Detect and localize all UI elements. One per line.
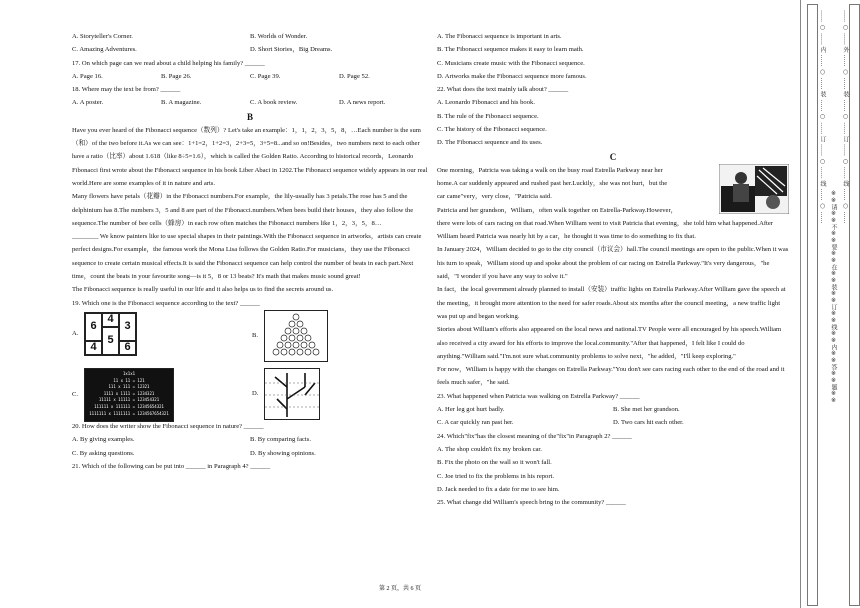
q19-option-b[interactable]: [252, 310, 328, 362]
passage-b-paragraph-3: ________ We know painters like to use special shapes in their paintings.With the Fibonacci sequence in artworks，artists can create perfect designs.For example，the famous work the Mona Lisa follows the Golden Ratio.For musicians，they use the Fibonacci sequence to create certain musical effects.It is said the Fibonacci sequence can help control the number of beats in each part.Next time，count the beats in your favourite song—is it 5，8 or 13 beats? It's math that makes music sound great!: [72, 233, 422, 281]
question-23: 23. What happened when Patricia was walking on Estrella Parkway? ______: [437, 392, 640, 400]
q22-option-b[interactable]: B. The rule of the Fibonacci sequence.: [437, 112, 539, 120]
traffic-council-photo: [719, 164, 789, 214]
passage-b-paragraph-1: Have you ever heard of the Fibonacci sequence（数列）? Let's take an example：1，1，2，3，5，8，…Each number is the sum（和）of the two before it.As we can see：1+1=2，1+2=3，2+3=5，3+5=8...and so on!Besides，two numbers next to each other have a ratio（比率）about 1.618（like 8÷5=1.6），which is called the Golden Ratio. According to historical records，Leonardo Fibonacci first wrote about the Fibonacci sequence in his book Liber Abaci in 1202.The Fibonacci sequence widely appears in our real world.Here are some examples of it in nature and arts.: [72, 126, 428, 187]
q16-options-row1: [72, 30, 428, 43]
q20-options-row1: [72, 433, 428, 446]
digit-cell: 4: [102, 313, 119, 327]
q19-option-d[interactable]: [252, 368, 320, 420]
q24-option-a[interactable]: A. The shop couldn't fix my broken car.: [437, 445, 542, 453]
passage-c-line: home.A car suddenly appeared and rushed past her.Luckily，she was not hurt，but the: [437, 179, 668, 187]
passage-c-paragraph-4: In fact，the local government already planned to install（安装）traffic lights on Estrella Parkway.After William gave the speech at the meeting，it brought more attention to the need for safer roads.About six months after the council meeting，a new traffic light was put up and began working.: [437, 286, 786, 320]
q20-option-c[interactable]: C. By asking questions.: [72, 449, 135, 457]
q17-option-d[interactable]: D. Page 52.: [339, 72, 370, 80]
q19-option-c[interactable]: [72, 368, 174, 422]
q21-option-c[interactable]: C. Musicians create music with the Fibonacci sequence.: [437, 59, 585, 67]
q23-option-d[interactable]: D. Two cars hit each other.: [613, 419, 684, 427]
q22-option-c[interactable]: C. The history of the Fibonacci sequence.: [437, 126, 547, 134]
question-22: 22. What does the text mainly talk about? ______: [437, 86, 569, 94]
q22-option-d[interactable]: D. The Fibonacci sequence and its uses.: [437, 139, 543, 147]
passage-c-paragraph-5: Stories about William's efforts also appeared on the local news and national.TV People were all encouraged by his speech.William also received a city award for his efforts to improve the local.community."After that happened，I felt like I could do anything."William said."I'm.not sure what.community problems to solve next，"he added，"I'll keep exploring.": [437, 326, 782, 360]
q23-option-c[interactable]: C. A car quickly ran past her.: [437, 419, 514, 427]
q16-option-a[interactable]: A. Storyteller's Corner.: [72, 33, 133, 40]
q16-options-row2: [72, 43, 428, 56]
pyramid-line: 1111111 x 1111111 = 1234567654321: [89, 410, 169, 416]
q23-option-a[interactable]: A. Her leg got hurt badly.: [437, 406, 505, 414]
digit-cell: 6: [119, 341, 136, 355]
passage-c-intro-block: [437, 164, 789, 217]
passage-c-line: car came"very，very close，"Patricia said.: [437, 193, 552, 201]
question-17: 17. On which page can we read about a child helping his family? ______: [72, 59, 265, 67]
q23-options-row1: [437, 403, 789, 416]
question-20: 20. How does the writer show the Fibonacci sequence in nature? ______: [72, 422, 264, 430]
q17-option-c[interactable]: C. Page 39.: [250, 72, 281, 80]
passage-b-paragraph-2: Many flowers have petals（花瓣）in the Fibonacci numbers.For example，the lily-usually has 3 petals.The rose has 5 and the delphinium has 8.The numbers 3，5 and 8 are part of the Fibonacci.numbers.When bees build their houses，they also follow the sequence.The number of bee cells（蜂房）in each row often matches the Fibonacci numbers like 1，2，3，5，8…: [72, 193, 414, 227]
passage-c-paragraph-6: For now，William is happy with the changes on Estrella Parkway."You don't see cars racing each other to the end of the road and it feels much safer，"he said.: [437, 366, 785, 387]
binding-margin: [800, 0, 860, 608]
outer-binding-marks: …… ○ …… 内 …… ○ …… 装 …… ○ …… 订 …… ○ …… 线 …… ○ ……: [819, 10, 826, 224]
q17-options: [72, 70, 428, 83]
q24-option-c[interactable]: C. Joe tried to fix the problems in his report.: [437, 472, 555, 480]
passage-c-paragraph-3: In January 2024，William decided to go to the city council（市议会）hall.The council meetings are open to the public.When it was his turn to speak，William stood up and spoke about the problem of car racing on Estrella Parkway."It's very dangerous，"he said，"I wonder if you have any way to solve it.": [437, 246, 789, 281]
q20-options-row2: [72, 447, 428, 460]
pyramid-line: 111111 x 111111 = 12345654321: [94, 403, 164, 409]
pyramid-line: 1111 x 1111 = 1234321: [103, 390, 155, 396]
q18-option-c[interactable]: C. A book review.: [250, 99, 298, 107]
question-21: 21. Which of the following can be put into ______ in Paragraph 4? ______: [72, 462, 271, 470]
pyramid-line: 1x1x1: [122, 370, 136, 376]
no-answer-notice: ※※请※※不※※要※※在※※装※※订※※线※※内※※答※※题※※: [830, 190, 837, 404]
passage-b-paragraph-4: The Fibonacci sequence is really useful in our life and it also helps us to find the secrets around us.: [72, 286, 334, 294]
q18-option-b[interactable]: B. A magazine.: [161, 99, 202, 107]
passage-c-intro-text: [437, 164, 707, 217]
q23-options-row2: [437, 416, 789, 429]
question-25: 25. What change did William's speech bring to the community? ______: [437, 499, 626, 507]
q21-option-a[interactable]: A. The Fibonacci sequence is important in arts.: [437, 33, 562, 40]
fibonacci-squares-figure: [84, 312, 137, 356]
q19-image-options: [72, 310, 428, 420]
passage-c-line: One morning，Patricia was taking a walk on the busy road Estrella Parkway near her: [437, 166, 663, 174]
q20-option-b[interactable]: B. By comparing facts.: [250, 436, 311, 444]
q19-label-b: B.: [252, 332, 259, 340]
left-column: [72, 30, 428, 473]
digit-cell: 4: [85, 341, 102, 355]
question-24: 24. Which"fix"has the closest meaning of the"fix"in Paragraph 2? ______: [437, 432, 632, 440]
left-binding-strip: [807, 4, 818, 606]
q21-option-d[interactable]: D. Artworks make the Fibonacci sequence more famous.: [437, 72, 587, 80]
q22-option-a[interactable]: A. Leonardo Fibonacci and his book.: [437, 99, 535, 107]
number-triangle-figure: [264, 310, 328, 362]
question-19: 19. Which one is the Fibonacci sequence according to the text? ______: [72, 299, 260, 307]
q24-option-d[interactable]: D. Jack needed to fix a date for me to see him.: [437, 485, 560, 493]
q17-option-b[interactable]: B. Page 26.: [161, 72, 192, 80]
q20-option-a[interactable]: A. By giving examples.: [72, 436, 135, 444]
q16-option-d[interactable]: D. Short Stories，Big Dreams.: [250, 46, 333, 54]
pyramid-line: 11 x 11 = 121: [113, 377, 145, 383]
section-b-heading: B: [246, 111, 253, 122]
q19-label-d: D.: [252, 390, 259, 398]
question-18: 18. Where may the text be from? ______: [72, 86, 181, 94]
page-footer: 第 2 页，共 6 页: [378, 586, 421, 592]
q19-label-c: C.: [72, 391, 79, 399]
number-pyramid-figure: [84, 368, 174, 422]
q18-options: [72, 96, 428, 109]
q23-option-b[interactable]: B. She met her grandson.: [613, 406, 680, 414]
passage-c-paragraph-2: there were lots of cars racing on that road.When William went to visit Patricia that evening，she told him what happened.After William heard Patricia was nearly hit by a car，he thought it was time to do something to fix that.: [437, 219, 773, 241]
pyramid-line: 111 x 111 = 12321: [108, 384, 150, 390]
q19-label-a: A.: [72, 330, 79, 338]
q20-option-d[interactable]: D. By showing opinions.: [250, 449, 316, 457]
q17-option-a[interactable]: A. Page 16.: [72, 72, 103, 80]
passage-c-line: Patricia and her grandson，William，often walk together on Estrella-Parkway.However，: [437, 206, 678, 214]
digit-cell: 3: [119, 313, 136, 341]
q18-option-d[interactable]: D. A news report.: [339, 99, 386, 107]
digit-cell: 6: [85, 313, 102, 341]
pyramid-line: 11111 x 11111 = 123454321: [98, 397, 160, 403]
q24-option-b[interactable]: B. Fix the photo on the wall so it won't fall.: [437, 459, 552, 467]
q21-option-b[interactable]: B. The Fibonacci sequence makes it easy to learn math.: [437, 46, 584, 54]
section-c-heading: C: [609, 151, 617, 162]
q19-option-a[interactable]: [72, 312, 137, 356]
q16-option-b[interactable]: B. Worlds of Wonder.: [250, 33, 308, 40]
inner-binding-marks: …… ○ …… 外 …… ○ …… 装 …… ○ …… 订 …… ○ …… 线 …… ○ ……: [842, 10, 849, 224]
digit-cell: 5: [102, 327, 119, 355]
q16-option-c[interactable]: C. Amazing Adventures.: [72, 46, 137, 54]
q18-option-a[interactable]: A. A poster.: [72, 99, 104, 107]
right-column: [437, 30, 789, 509]
right-binding-strip: [849, 4, 860, 606]
branching-plant-figure: [264, 368, 320, 420]
